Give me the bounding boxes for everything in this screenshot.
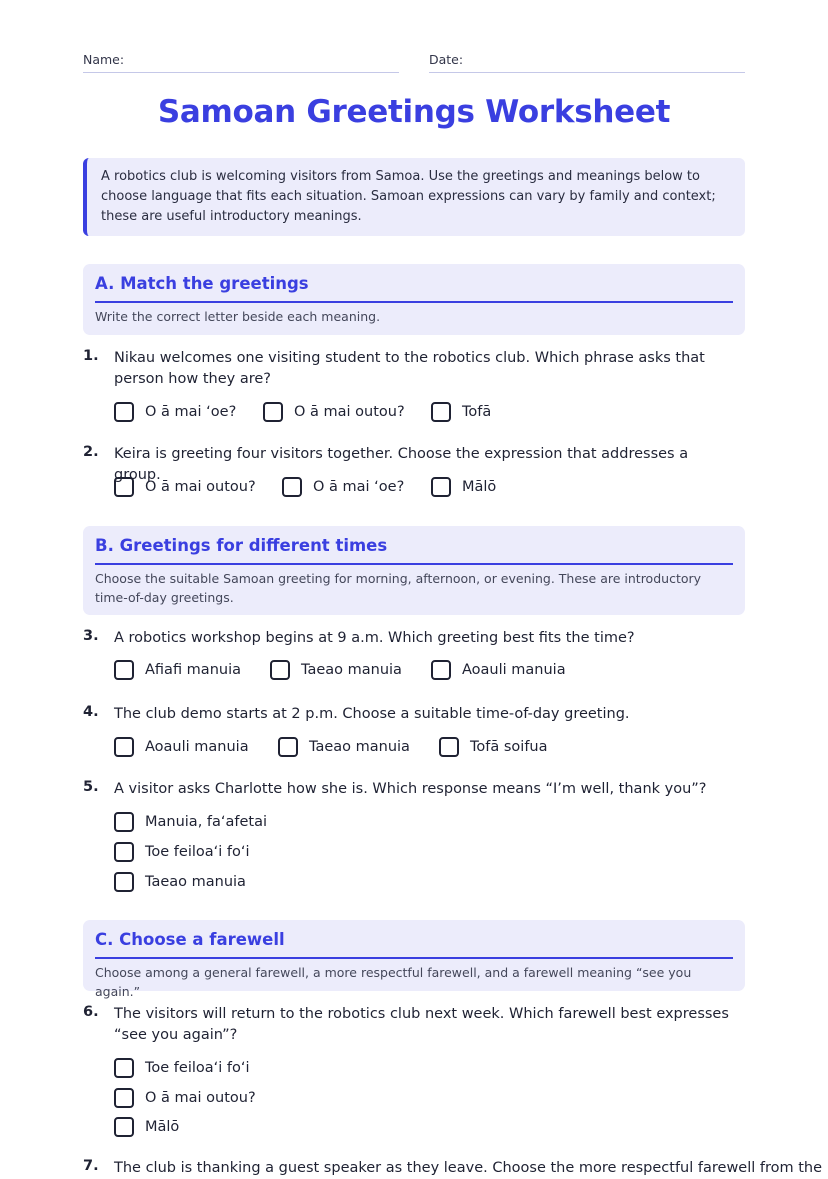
question-text: A visitor asks Charlotte how she is. Which response means “I’m well, thank you”? — [114, 781, 707, 797]
section-note: Write the correct letter beside each meaning. — [95, 309, 381, 324]
question-number: 3. — [83, 628, 99, 644]
option-label: Taeao manuia — [145, 874, 246, 890]
question-number: 4. — [83, 704, 99, 720]
section-title: B. Greetings for different times — [95, 536, 733, 565]
checkbox[interactable] — [114, 812, 134, 832]
checkbox[interactable] — [431, 402, 451, 422]
answer-option[interactable] — [439, 736, 548, 758]
question-number: 5. — [83, 779, 99, 795]
answer-option[interactable] — [114, 659, 241, 681]
checkbox[interactable] — [278, 737, 298, 757]
option-label: O ā mai ʻoe? — [145, 404, 237, 420]
checkbox[interactable] — [270, 660, 290, 680]
checkbox[interactable] — [114, 402, 134, 422]
intro-callout: A robotics club is welcoming visitors from Samoa. Use the greetings and meanings below to choose language that fits each situation. Samoan expressions can vary by family and context; these are useful introductory meanings. — [83, 158, 745, 236]
option-label: Toe feiloaʻi foʻi — [145, 1060, 250, 1076]
answer-option[interactable] — [282, 476, 404, 498]
question-number: 6. — [83, 1004, 99, 1020]
checkbox[interactable] — [431, 477, 451, 497]
page-title: Samoan Greetings Worksheet — [157, 94, 671, 130]
checkbox[interactable] — [114, 660, 134, 680]
answer-option[interactable] — [431, 659, 566, 681]
checkbox[interactable] — [114, 1058, 134, 1078]
answer-option[interactable] — [114, 871, 246, 893]
question-number: 7. — [83, 1158, 99, 1174]
question-number: 1. — [83, 348, 99, 364]
answer-option[interactable] — [114, 811, 267, 833]
question-text: The club is thanking a guest speaker as they leave. Choose the more respectful farewell from the — [114, 1160, 823, 1176]
option-label: Mālō — [462, 479, 497, 495]
section-a-header — [83, 264, 745, 335]
answer-option[interactable] — [114, 1116, 179, 1138]
answer-option[interactable] — [431, 401, 491, 423]
answer-option[interactable] — [278, 736, 410, 758]
answer-option[interactable] — [431, 476, 496, 498]
section-title: A. Match the greetings — [95, 274, 733, 303]
checkbox[interactable] — [282, 477, 302, 497]
name-label: Name: — [83, 52, 125, 67]
option-label: Tofā — [462, 404, 492, 420]
answer-option[interactable] — [114, 401, 236, 423]
option-label: Toe feiloaʻi foʻi — [145, 844, 250, 860]
header-fields — [83, 52, 745, 74]
answer-option[interactable] — [114, 476, 256, 498]
option-label: Afiafi manuia — [145, 662, 241, 678]
option-label: O ā mai outou? — [294, 404, 405, 420]
answer-option[interactable] — [114, 1087, 256, 1109]
checkbox[interactable] — [114, 477, 134, 497]
checkbox[interactable] — [114, 1088, 134, 1108]
answer-option[interactable] — [270, 659, 402, 681]
checkbox[interactable] — [263, 402, 283, 422]
question-text: Nikau welcomes one visiting student to the robotics club. Which phrase asks that person how they are? — [114, 350, 705, 387]
option-label: Mālō — [145, 1119, 180, 1135]
question-number: 2. — [83, 444, 99, 460]
option-label: O ā mai outou? — [145, 1090, 256, 1106]
option-label: Taeao manuia — [301, 662, 402, 678]
checkbox[interactable] — [439, 737, 459, 757]
section-note: Choose among a general farewell, a more respectful farewell, and a farewell meaning “see you again.” — [95, 965, 692, 999]
answer-option[interactable] — [114, 736, 249, 758]
question-text: Keira is greeting four visitors together. Choose the expression that addresses a group. — [114, 446, 689, 483]
option-label: Manuia, faʻafetai — [145, 814, 268, 830]
checkbox[interactable] — [114, 737, 134, 757]
option-label: O ā mai outou? — [145, 479, 256, 495]
option-label: O ā mai ʻoe? — [313, 479, 405, 495]
question-text: A robotics workshop begins at 9 a.m. Which greeting best fits the time? — [114, 630, 635, 646]
question-text: The club demo starts at 2 p.m. Choose a suitable time-of-day greeting. — [114, 706, 630, 722]
date-label: Date: — [429, 52, 464, 67]
checkbox[interactable] — [431, 660, 451, 680]
question-7 — [83, 1158, 823, 1176]
answer-option[interactable] — [114, 841, 250, 863]
option-label: Aoauli manuia — [462, 662, 566, 678]
option-label: Aoauli manuia — [145, 739, 249, 755]
option-label: Tofā soifua — [470, 739, 548, 755]
question-text: The visitors will return to the robotics club next week. Which farewell best expresses “see you again”? — [114, 1006, 729, 1043]
answer-option[interactable] — [114, 1057, 250, 1079]
checkbox[interactable] — [114, 872, 134, 892]
section-title: C. Choose a farewell — [95, 930, 733, 959]
section-b-header — [83, 526, 745, 615]
checkbox[interactable] — [114, 842, 134, 862]
date-field[interactable] — [429, 52, 745, 73]
answer-option[interactable] — [263, 401, 405, 423]
option-label: Taeao manuia — [309, 739, 410, 755]
name-field[interactable] — [83, 52, 399, 73]
section-note: Choose the suitable Samoan greeting for morning, afternoon, or evening. These are introductory time-of-day greetings. — [95, 571, 702, 605]
checkbox[interactable] — [114, 1117, 134, 1137]
section-c-header — [83, 920, 745, 999]
